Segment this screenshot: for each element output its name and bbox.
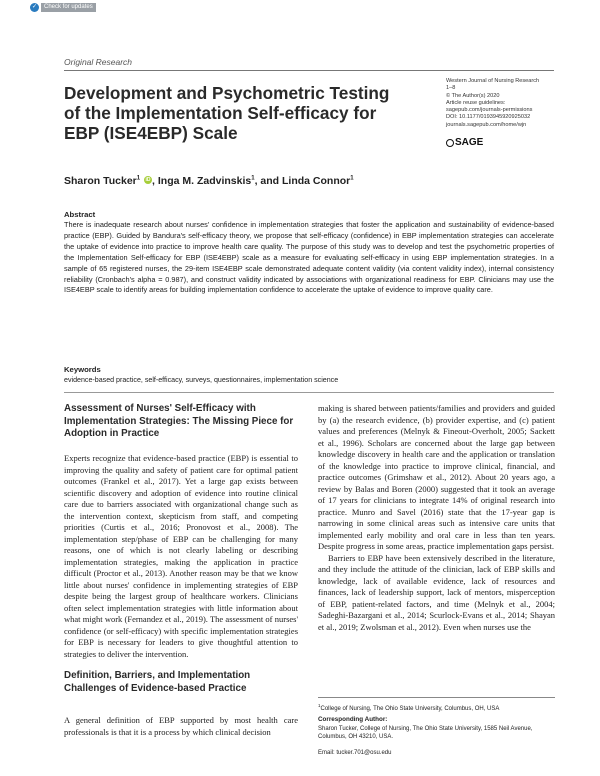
sage-logo-icon [446, 139, 454, 147]
section-heading: Definition, Barriers, and Implementation Challenges of Evidence-based Practice [64, 670, 251, 694]
section-body: Experts recognize that evidence-based practice (EBP) is essential to improving the quality and safety of patient care for optimal patient outcomes (Frankel et al., 2017). Yet a large gap exists between scientific discovery and adoption of evidence into routine clinical care due to barriers associated with organizational change such as the intervention context, skepticism from staff, and competing priorities (Curtis et al., 2016; Pronovost et al., 2008). The implementation step/phase of EBP can be challenging for many reasons, one of which is not clearly labeling or describing implementation strategies, making the application in practice difficult (Proctor et al., 2013). Another reason may be that we know little about nurses' confidence in implementing strategies of EBP despite being the largest group of healthcare workers. Clinicians often select implementation strategies with little information about what might work (Fernandez et al., 2019). The assessment of nurses' confidence (or self-efficacy) with specific implementation strategies for EBP is necessary for leaders to give thoughtful attention to strategies to deliver the intervention. [64, 453, 298, 659]
publisher-name: SAGE [455, 137, 484, 148]
orcid-icon[interactable]: iD [145, 177, 151, 183]
author-name: and Linda Connor [260, 175, 351, 187]
paragraph: making is shared between patients/families and providers and guided by (a) the research evidence, (b) provider expertise, and (c) patient values and preferences (Melnyk & Fineout-Overholt, 2005; Sackett et al., 1996). Scholars are concerned about the large gap between knowledge discovery in health care and the application or translation of the knowledge into practice to improve clinical, financial, and practice outcomes (Grimshaw et al., 2012). About 20 years ago, a review by Balas and Boren (2000) suggested that it took an average of 17 years for clinicians to integrate 14% of original research into practice. Munro and Savel (2016) state that the 17-year gap is narrowing in some clinical areas such as intensive care units that implemented early mobility and oral care in less than ten years. Despite progress in some areas, practice implementation gaps persist. [318, 403, 555, 551]
corresponding-author-text: Sharon Tucker, College of Nursing, The Ohio State University, 1585 Neil Avenue, Columbus, OH 43210, USA. [318, 726, 533, 741]
reuse-guidelines-label: Article reuse guidelines: [446, 99, 506, 106]
paragraph: Barriers to EBP have been extensively described in the literature, and they include the attitude of the clinician, lack of EBP skills and knowledge, lack of available evidence, lack of resources and finances, lack of leadership support, lack of mentors, misperception of EBP, patient-related factors, and time (Melnyk et al., 2004; Sadeghi-Bazargani et al., 2014; Scurlock-Evans et al., 2014; Shayan et al., 2019; Zwolsman et al., 2012). Even when nurses use the [318, 552, 555, 632]
keywords-text: evidence-based practice, self-efficacy, surveys, questionnaires, implementation science [64, 376, 339, 384]
page-range: 1–8 [446, 85, 456, 92]
journal-home-link[interactable]: journals.sagepub.com/home/wjn [446, 121, 527, 128]
top-divider [64, 70, 554, 71]
article-section-label: Original Research [64, 57, 133, 67]
section-body: A general definition of EBP supported by most health care professionals is that it is a process by which clinical decision [64, 715, 298, 737]
check-updates-icon: ✓ [31, 3, 38, 10]
sage-logo [446, 137, 483, 148]
author-list: Sharon Tucker$^1$ iD , Inga M. Zadvinskis$^1$, and Linda Connor$^1$ [64, 175, 354, 187]
affiliation-marker: 1 [318, 703, 321, 708]
affiliation-footnote [318, 703, 555, 712]
section-heading: Assessment of Nurses' Self-Efficacy with Implementation Strategies: The Missing Piece for Adoption in Practice [64, 403, 294, 440]
corresponding-author-heading: Corresponding Author: [318, 716, 388, 723]
journal-metadata [446, 78, 561, 129]
author-affiliation-marker: 1 [251, 175, 255, 182]
author-name: Sharon Tucker [64, 175, 137, 187]
abstract-text: There is inadequate research about nurses' confidence in implementation strategies that foster the application and sustainability of evidence-based practice (EBP). Guided by Bandura's self-efficacy theory, we propose that self-efficacy (confidence) in EBP implementation strategies can accelerate the uptake of evidence into practice to improve health care quality. The purpose of this study was to develop and test the psychometric properties of the Implementation Self-efficacy for EBP (ISE4EBP) scale as a measure for evaluating self-efficacy in using EBP implementation strategies. In a sample of 65 registered nurses, the 29-item ISE4EBP scale demonstrated adequate content validity (via content validity index), internal consistency reliability (Cronbach's alpha = 0.987), and construct validity indicated by associations with organizational readiness for EBP. Clinicians may use the ISE4EBP scale to identify areas for building implementation confidence to accelerate the uptake of evidence to improve quality care. [64, 220, 554, 295]
journal-name: Western Journal of Nursing Research [446, 78, 540, 84]
copyright: © The Author(s) 2020 [446, 92, 500, 99]
affiliation-text: College of Nursing, The Ohio State University, Columbus, OH, USA [320, 706, 500, 712]
keywords-heading: Keywords [64, 365, 101, 374]
corresponding-author-email[interactable]: Email: tucker.701@osu.edu [318, 750, 392, 756]
doi-link[interactable]: DOI: 10.1177/0193945920925032 [446, 114, 531, 121]
author-affiliation-marker: 1 [136, 175, 141, 182]
abstract-heading: Abstract [64, 210, 96, 219]
abstract-divider [64, 392, 554, 393]
right-column-body [318, 403, 555, 633]
check-for-updates-label: Check for updates [41, 3, 96, 12]
check-for-updates-badge[interactable] [30, 2, 96, 12]
permissions-link[interactable]: sagepub.com/journals-permissions [446, 107, 533, 114]
author-name: Inga M. Zadvinskis [157, 175, 252, 187]
author-affiliation-marker: 1 [350, 175, 354, 182]
article-title: Development and Psychometric Testing of the Implementation Self-efficacy for EBP (ISE4EBP) Scale [64, 83, 390, 143]
footnote-divider [318, 697, 555, 698]
